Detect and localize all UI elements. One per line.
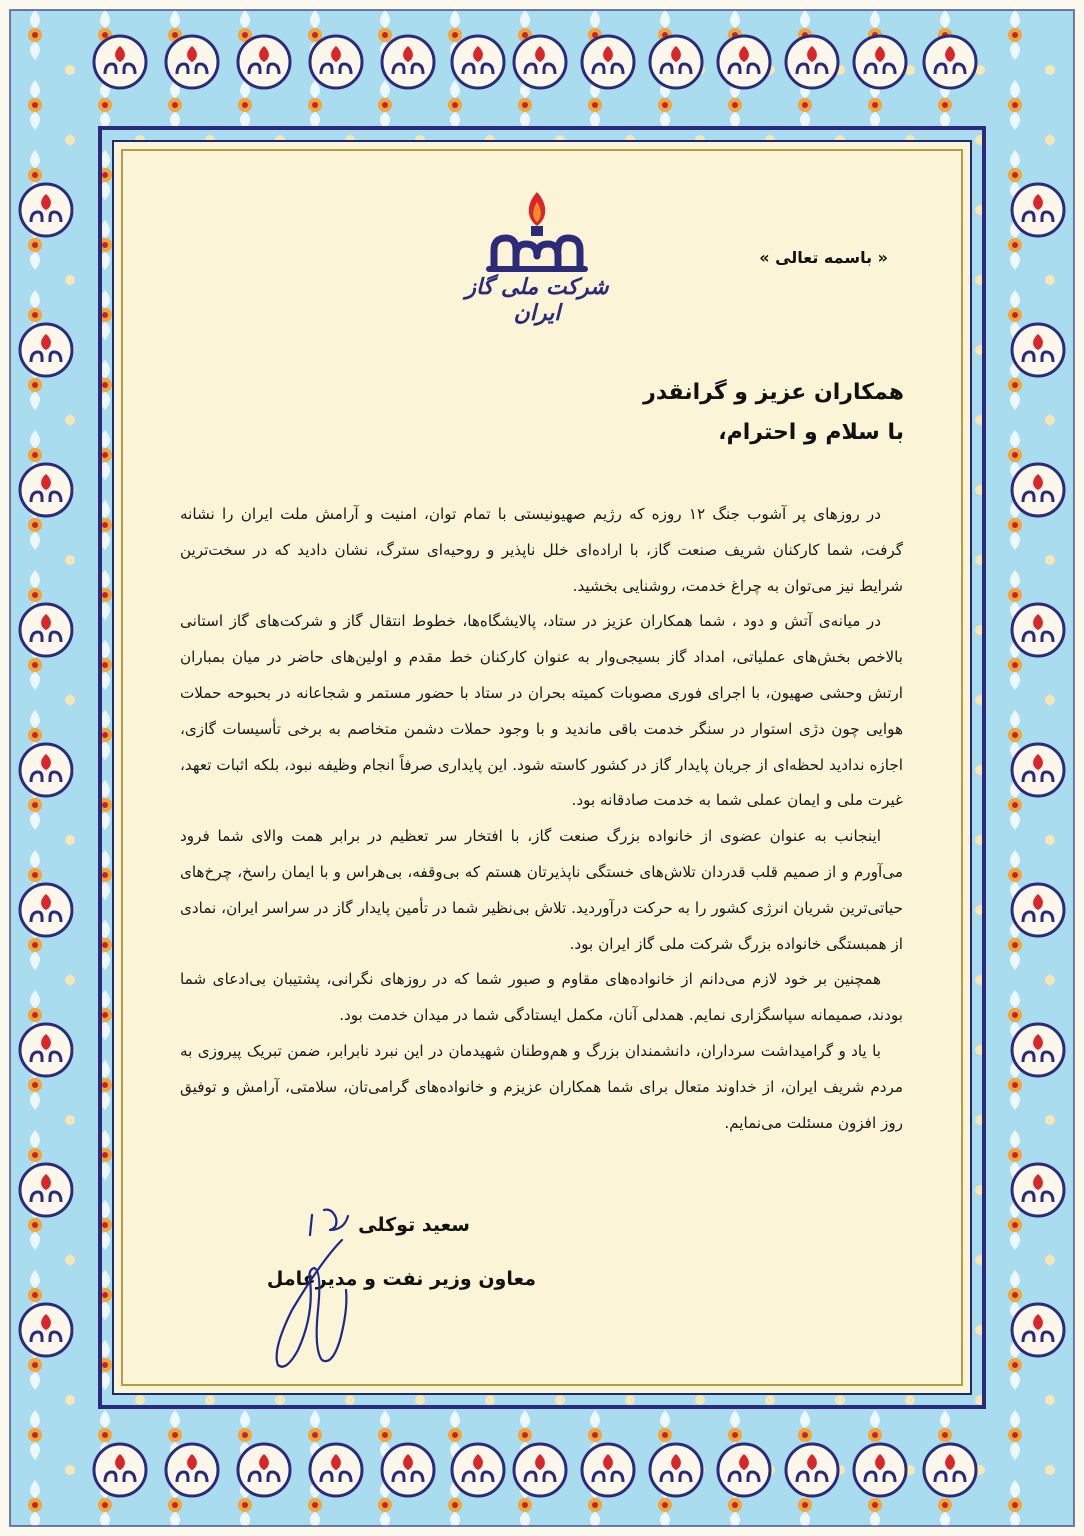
- paragraph: اینجانب به عنوان عضوی از خانواده بزرگ صنعت گاز، با افتخار سر تعظیم در برابر همت والای شما فرود می‌آورم و از صمیم قلب قدردان تلاش‌های خستگی ناپذیرتان هستم که بی‌وقفه، بی‌هراس و با ایمان راسخ، چرخ‌های حیاتی‌ترین شریان انرژی کشور را به حرکت درآوردید. تلاش بی‌نظیر شما در تأمین پایدار گاز در سراسر ایران، نمادی از همبستگی خانواده بزرگ شرکت ملی گاز ایران بود.: [180, 827, 903, 953]
- greeting-line-2: با سلام و احترام،: [718, 420, 904, 445]
- paragraph: همچنین بر خود لازم می‌دانم از خانواده‌های مقاوم و صبور شما که در روزهای نگرانی، پشتیبان بی‌ادعای شما بودند، صمیمانه سپاسگزاری نمایم. همدلی آنان، مکمل ایستادگی شما در میدان خدمت بود.: [180, 970, 903, 1025]
- nigc-flame-logo-icon: [482, 188, 592, 278]
- greeting-line-1: همکاران عزیز و گرانقدر: [643, 380, 904, 405]
- handwritten-signature-icon: [252, 1200, 402, 1375]
- basmala-heading: « باسمه تعالی »: [759, 248, 888, 267]
- paragraph: در روزهای پر آشوب جنگ ۱۲ روزه که رژیم صهیونیستی با تمام توان، امنیت و آرامش ملت ایران را نشانه گرفت، شما کارکنان شریف صنعت گاز، با اراده‌ای خلل ناپذیر و روحیه‌ای سترگ، نشان دادید که در سخت‌ترین شرایط نیز می‌توان به چراغ خدمت، روشنایی بخشید.: [180, 505, 903, 595]
- paragraph: با یاد و گرامیداشت سرداران، دانشمندان بزرگ و هم‌وطنان شهیدمان در این نبرد نابرابر، ضمن تبریک پیروزی به مردم شریف ایران، از خداوند متعال برای شما همکاران عزیزم و خانواده‌های گرامی‌تان، سلامتی، آرامش و توفیق روز افزون مسئلت می‌نمایم.: [180, 1041, 903, 1132]
- company-logo: [462, 188, 612, 326]
- letter-body: [180, 497, 903, 1141]
- company-name: شرکت ملی گاز ایران: [465, 274, 609, 326]
- paragraph: در میانه‌ی آتش و دود ، شما همکاران عزیز در ستاد، پالایشگاه‌ها، خطوط انتقال گاز و شرکت‌های گاز استانی بالاخص بخش‌های عملیاتی، امداد گاز بسیجی‌وار به عنوان کارکنان خط مقدم و اولین‌های حاضر در میان بمباران ارتش وحشی صهیون، با اجرای فوری مصوبات کمیته بحران در ستاد با حضور مستمر و شجاعانه در بحبوحه حملات هوایی چون دژی استوار در سنگر خدمت باقی ماندید و با وجود حملات دشمن متخاصم به برخی تأسیسات گازی، اجازه ندادید لحظه‌ای از جریان پایدار گاز در کشور کاسته شود. این پایداری صرفاً انجام وظیفه نبود، بلکه اثبات تعهد، غیرت ملی و ایمان عملی شما به خدمت صادقانه بود.: [180, 612, 903, 810]
- signer-title: معاون وزیر نفت و مدیرعامل: [266, 1268, 536, 1290]
- signer-name: سعید توکلی: [358, 1214, 470, 1236]
